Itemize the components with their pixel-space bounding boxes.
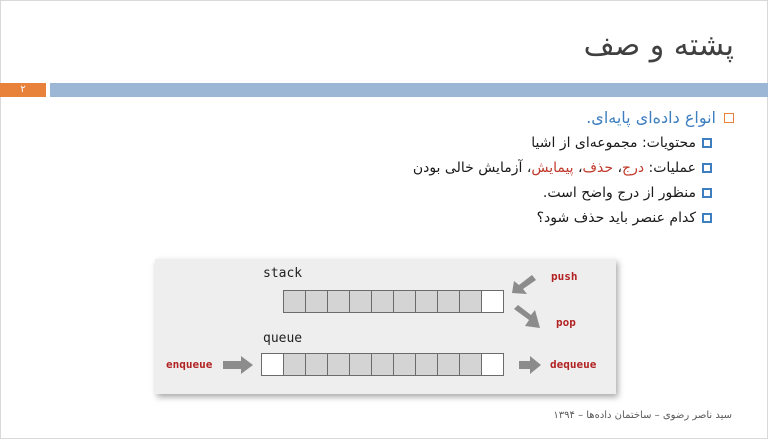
bullet-level1 [134, 108, 734, 127]
stack-filled-cell [305, 290, 328, 313]
stack-filled-cell [459, 290, 482, 313]
bullet-text-part: کدام عنصر باید حذف شود؟ [536, 210, 696, 226]
highlighted-term: درج [622, 160, 645, 176]
dequeue-arrow-icon [519, 356, 541, 374]
queue-filled-cell [349, 353, 372, 376]
queue-empty-cell [261, 353, 284, 376]
queue-empty-cell [481, 353, 504, 376]
square-bullet-icon [702, 138, 712, 148]
queue-filled-cell [283, 353, 306, 376]
push-arrow-icon [510, 273, 538, 297]
dequeue-label: dequeue [550, 358, 597, 371]
queue-filled-cell [371, 353, 394, 376]
queue-filled-cell [459, 353, 482, 376]
bullet-text-part: ، [613, 160, 623, 176]
slide-title: پشته و صف [583, 28, 734, 63]
queue-cells [262, 353, 504, 376]
stack-empty-cell [481, 290, 504, 313]
bullet-level2 [134, 210, 712, 226]
queue-filled-cell [327, 353, 350, 376]
bullet-text-part: ، آزمایش خالی بودن [412, 160, 532, 176]
push-label: push [551, 270, 578, 283]
stack-filled-cell [371, 290, 394, 313]
bullet-text-part: عملیات: [644, 160, 696, 176]
square-bullet-icon [702, 213, 712, 223]
queue-filled-cell [305, 353, 328, 376]
bullet-list [134, 108, 734, 235]
pop-label: pop [556, 316, 576, 329]
queue-filled-cell [415, 353, 438, 376]
bullet-level2 [134, 185, 712, 201]
queue-label: queue [263, 331, 303, 346]
stack-label: stack [263, 266, 303, 281]
bullet-level2-text [413, 160, 696, 176]
queue-filled-cell [437, 353, 460, 376]
slide-footer: سید ناصر رضوی – ساختمان داده‌ها – ۱۳۹۴ [553, 410, 732, 421]
stack-filled-cell [437, 290, 460, 313]
highlighted-term: حذف [582, 160, 614, 176]
bullet-level2-text [543, 185, 696, 201]
stack-filled-cell [283, 290, 306, 313]
stack-filled-cell [393, 290, 416, 313]
stack-queue-diagram [155, 259, 616, 394]
bullet-level1-text: انواع داده‌ای پایه‌ای. [586, 108, 716, 127]
title-underline-bar [50, 83, 768, 97]
square-bullet-icon [724, 113, 734, 123]
bullet-text-part: منظور از درج واضح است. [542, 185, 696, 201]
bullet-level2 [134, 160, 712, 176]
highlighted-term: پیمایش [531, 160, 574, 176]
queue-filled-cell [393, 353, 416, 376]
pop-arrow-icon [512, 305, 542, 331]
stack-filled-cell [327, 290, 350, 313]
enqueue-label: enqueue [166, 358, 213, 371]
stack-filled-cell [349, 290, 372, 313]
stack-filled-cell [415, 290, 438, 313]
bullet-level2 [134, 135, 712, 151]
bullet-level2-text [537, 210, 696, 226]
bullet-level2-text [531, 135, 696, 151]
square-bullet-icon [702, 188, 712, 198]
square-bullet-icon [702, 163, 712, 173]
stack-cells [284, 290, 504, 313]
sub-bullet-list [134, 135, 734, 226]
page-number: ۲ [20, 84, 26, 95]
bullet-text-part: ، [573, 160, 583, 176]
enqueue-arrow-icon [223, 356, 253, 374]
bullet-text-part: محتویات: مجموعه‌ای از اشیا [531, 135, 696, 151]
